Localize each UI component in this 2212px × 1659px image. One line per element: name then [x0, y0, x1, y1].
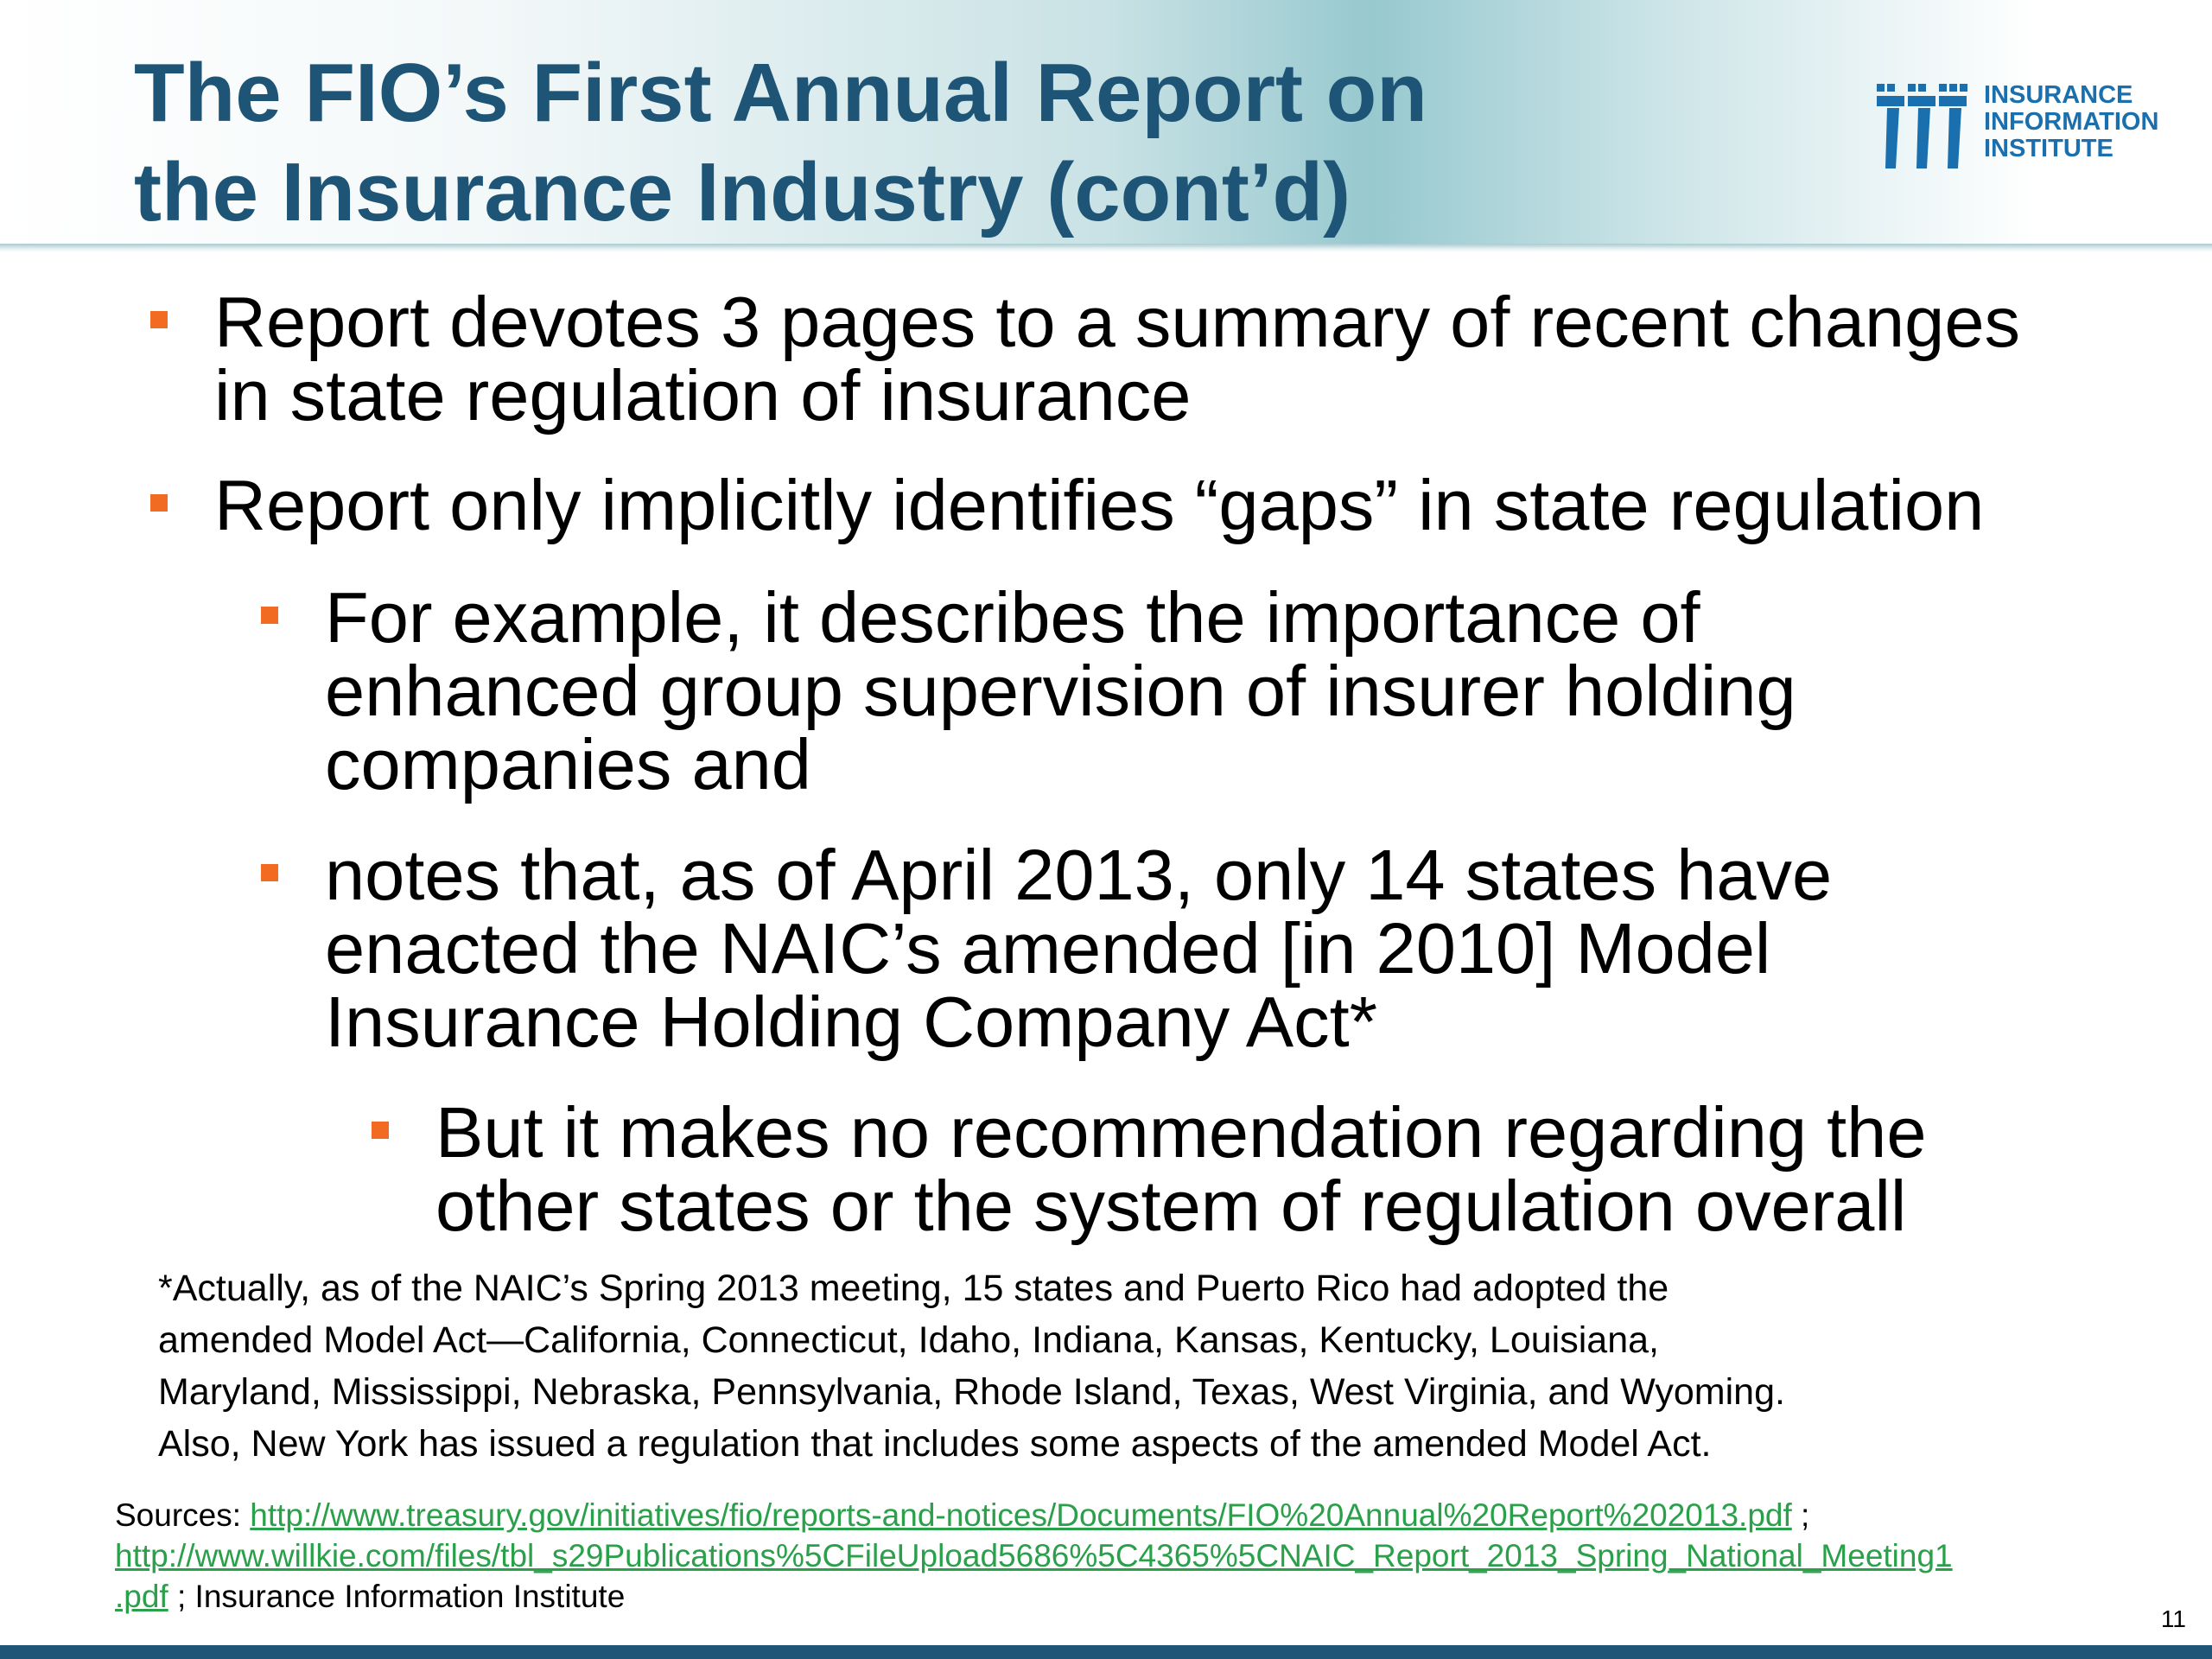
- bottom-bar: [0, 1645, 2212, 1659]
- bullet-line: enacted the NAIC’s amended [in 2010] Model: [325, 908, 1771, 988]
- page-number: 11: [2160, 1605, 2186, 1632]
- sources-line-2: [115, 1535, 2102, 1576]
- bullet-line: Report devotes 3 pages to a summary of recent changes: [214, 282, 2020, 362]
- sources-line-3: [115, 1576, 2102, 1617]
- header-divider: [0, 244, 2212, 252]
- sources-tail: ; Insurance Information Institute: [177, 1579, 626, 1614]
- sources-line-1: [115, 1495, 2102, 1535]
- bullet-line: enhanced group supervision of insurer holding: [325, 651, 1796, 731]
- treasury-report-link[interactable]: http://www.treasury.gov/initiatives/fio/reports-and-notices/Documents/FIO%20Annual%20Report%202013.pdf: [250, 1497, 1792, 1533]
- bullet-line: other states or the system of regulation overall: [435, 1166, 1907, 1246]
- bullet-line: in state regulation of insurance: [214, 355, 1192, 435]
- footnote-line: Also, New York has issued a regulation that includes some aspects of the amended Model Act.: [158, 1423, 1712, 1465]
- bullet-line: For example, it describes the importance of: [325, 577, 1700, 658]
- iii-logo: [1875, 82, 2182, 168]
- iii-logo-icon: [1875, 82, 1970, 168]
- logo-line-3: INSTITUTE: [1984, 135, 2113, 162]
- bullet-marker: [150, 494, 168, 512]
- sub-bullet-item-1: [325, 577, 1796, 804]
- bullet-line: Insurance Holding Company Act*: [325, 982, 1378, 1062]
- footnote-line: amended Model Act—California, Connecticut, Idaho, Indiana, Kansas, Kentucky, Louisiana,: [158, 1319, 1659, 1361]
- bullet-line: But it makes no recommendation regarding the: [435, 1092, 1927, 1173]
- logo-text: [1984, 82, 2158, 162]
- sources: [115, 1495, 2102, 1617]
- willkie-report-link-cont[interactable]: .pdf: [115, 1579, 168, 1614]
- bullet-line: Report only implicitly identifies “gaps” in state regulation: [214, 465, 1985, 545]
- title-line-1: The FIO’s First Annual Report on: [134, 47, 1427, 139]
- footnote-line: Maryland, Mississippi, Nebraska, Pennsylvania, Rhode Island, Texas, West Virginia, and Wyoming.: [158, 1371, 1785, 1413]
- bullet-line: companies and: [325, 724, 811, 804]
- bullet-marker: [150, 311, 168, 328]
- sub-bullet-marker: [261, 607, 278, 624]
- sub-bullet-marker: [261, 864, 278, 881]
- logo-line-2: INFORMATION: [1984, 108, 2159, 136]
- sources-label: Sources:: [115, 1497, 242, 1533]
- footnote-line: *Actually, as of the NAIC’s Spring 2013 meeting, 15 states and Puerto Rico had adopted the: [158, 1268, 1669, 1309]
- bullet-item-1: [214, 282, 2020, 435]
- bullet-line: notes that, as of April 2013, only 14 states have: [325, 835, 1833, 915]
- sub-bullet-item-2: [325, 835, 1833, 1062]
- sub-sub-bullet-marker: [372, 1122, 389, 1139]
- logo-line-1: INSURANCE: [1984, 81, 2133, 109]
- sources-separator: ;: [1801, 1497, 1810, 1533]
- footnote: [158, 1262, 2094, 1470]
- slide-title: [134, 43, 1427, 242]
- bullet-item-2: [214, 465, 1985, 545]
- willkie-report-link[interactable]: http://www.willkie.com/files/tbl_s29Publications%5CFileUpload5686%5C4365%5CNAIC_Report_2013_Spring_National_Meeting1: [115, 1538, 1953, 1573]
- sub-sub-bullet-item-1: [435, 1092, 1927, 1246]
- title-line-2: the Insurance Industry (cont’d): [134, 146, 1351, 238]
